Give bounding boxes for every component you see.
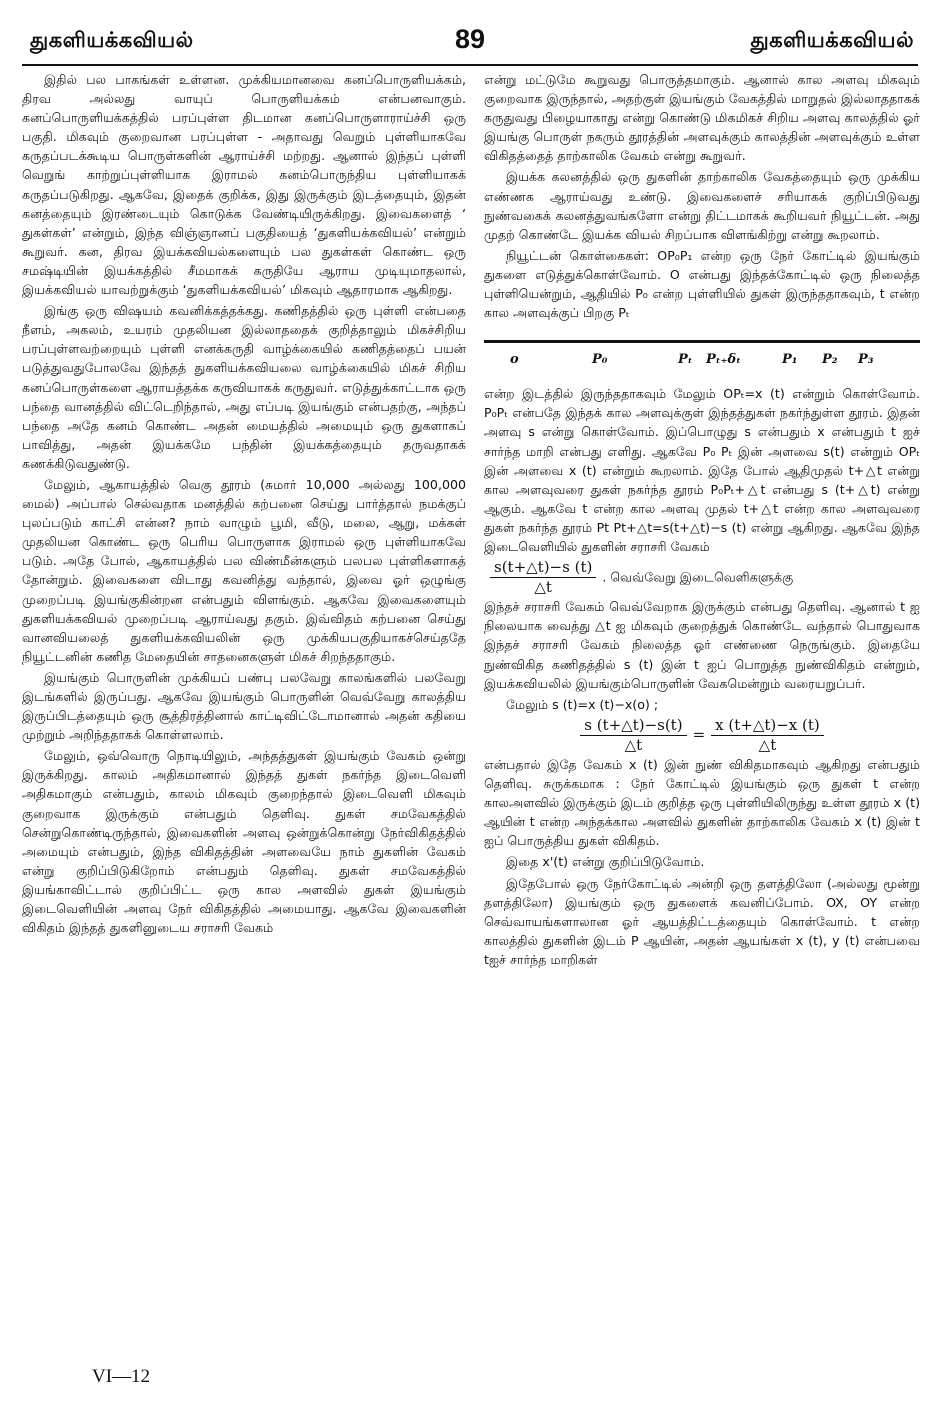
- equation-line: மேலும் s (t)=x (t)−x(o) ;: [506, 696, 659, 712]
- paragraph: இந்தச் சராசரி வேகம் வெவ்வேறாக இருக்கும் என்பது தெளிவு. ஆனால் t ஐ நிலையாக வைத்து △t ஐ மிகவும் குறைத்துக் கொண்டே வந்தால் பொதுவாக இந்தச் சராசரி வேகம் நிலைத்த ஓர் எண்ணை நெருங்கும். இதையே நுண்விகித கணிதத்தில் s (t) இன் t ஐப் பொறுத்த நுண்விகிதம் என்றும், இயக்கவியலில் இயங்கும்பொருளின் வேகமென்றும் வரையறுப்பர்.: [484, 599, 920, 691]
- average-velocity-formula: [484, 558, 920, 597]
- denominator: △t: [624, 735, 643, 754]
- fraction: [580, 716, 686, 755]
- paragraph: இயக்க கலனத்தில் ஒரு துகளின் தாற்காலிக வேகத்தையும் ஒரு முக்கிய எண்ணக ஆராய்வது உண்டு. இவைகளைச் சரியாகக் குறிப்பிடுவது நுண்வகைக் கலனத்துவங்களோ என்று திட்டமாகக் கூறியவர் நியூட்டன். அது முதற் கொண்டே இயக்க வியல் சிறப்பாக விளங்கிற்று என்று கூறலாம்.: [484, 169, 920, 242]
- point-label-p0: P₀: [592, 352, 608, 368]
- paragraph: என்று மட்டுமே கூறுவது பொருத்தமாகும். ஆனால் கால அளவு மிகவும் குறைவாக இருந்தால், அதற்குள் இயங்கும் வேகத்தில் மாறுதல் இல்லாததாகக் கருதுவது பிழையாகாது என்று கொண்டு மிகமிகச் சிறிய அளவு காலத்தில் ஓர் இயங்கு பொருள் நகரும் தூரத்தின் அளவுக்கும் காலத்தின் அளவுக்கும் உள்ள விகிதத்தைத் தாற்காலிக வேகம் என்று கூறுவர்.: [484, 72, 920, 164]
- point-label-p1: P₁: [782, 352, 798, 368]
- running-title-left: துகளியக்கவியல்: [30, 28, 194, 52]
- header-rule: [22, 64, 918, 66]
- page-number: 89: [454, 24, 486, 54]
- numerator: s(t+△t)−s (t): [490, 558, 596, 578]
- paragraph: இங்கு ஒரு விஷயம் கவனிக்கத்தக்கது. கணிதத்தில் ஒரு புள்ளி என்பதை நீளம், அகலம், உயரம் முதலியன இல்லாததைக் குறித்தாலும் மிகச்சிறிய பரப்புள்ளவற்றையும் புள்ளி எனக்கருதி வாழ்க்கையில் கணிதத்தைப் பயன் படுத்துவதுபோலவே இந்தத் துகளியக்கவியலை வாழ்க்கையில் மிகச் சிறிய கனப்பொருள்களை ஆராயத்தக்க கருவியாகக் கருதுவர். எடுத்துக்காட்டாக ஒரு பந்தை வானத்தில் விட்டெறிந்தால், அது எப்படி இயங்கும் என்பதற்கு, அந்தப் பந்தை அதே கனம் கொண்ட அதன் மையத்தில் அமையும் ஒரு துகளாகப் பாவித்து, அதன் இயக்கமே பந்தின் இயக்கத்தையும் தருவதாகக் கணக்கிடுவதுண்டு.: [22, 303, 466, 471]
- signature-mark: VI—12: [92, 1366, 151, 1387]
- right-column: [484, 70, 920, 971]
- fraction: [711, 716, 824, 755]
- paragraph: மேலும், ஆகாயத்தில் வெகு தூரம் (சுமார் 10,000 அல்லது 100,000 மைல்) அப்பால் செல்வதாக மனத்தில் கற்பனை செய்து பார்த்தால் நமக்குப் புலப்படும் காட்சி என்ன? நாம் வாழும் பூமி, வீடு, மலை, ஆறு, மக்கள் முதலியன கொண்ட ஒரு பெரிய பொருளாக இராமல் ஒரு புள்ளியாகவே படும். அதே போல், ஆகாயத்தில் பல விண்மீன்களும் பலபல புள்ளிகளாகத் தோன்றும். இவைகளை விடாது கவனித்து வந்தால், இவை ஓர் ஒழுங்கு முறைப்படி இயங்குகின்றன என்பதும் விளங்கும். ஆகவே இவைகளையும் துகளியக்கவியல் முறைப்படி ஆராய்வது தகும். இவ்விதம் கற்பனை செய்து வானவியலைத் துகளியக்கவியலின் ஒரு முக்கியபகுதியாகச்செய்ததே நியூட்டனின் கணித மேதையின் சாதனைகளுள் மிகச் சிறந்ததாகும்.: [22, 476, 466, 664]
- paragraph: என்பதால் இதே வேகம் x (t) இன் நுண் விகிதமாகவும் ஆகிறது என்பதும் தெளிவு. சுருக்கமாக : நேர் கோட்டில் இயங்கும் ஒரு துகள் t என்ற காலஅளவில் இருக்கும் இடம் குறித்த ஒரு புள்ளியிலிருந்து உள்ள தூரம் x (t) ஆயின் t என்ற அந்தக்கால அளவில் துகளின் தாற்காலிக வேகம் x (t) இன் t ஐப் பொருத்திய துகள் விகிதம்.: [484, 757, 920, 849]
- point-label-pt: Pₜ: [678, 352, 693, 368]
- point-label-p2: P₂: [822, 352, 838, 368]
- numerator: s (t+△t)−s(t): [580, 716, 686, 736]
- paragraph: இதில் பல பாகங்கள் உள்ளன. முக்கியமானவை கனப்பொருளியக்கம், திரவ அல்லது வாயுப் பொருளியக்கம் என்பனவாகும். கனப்பொருளியக்கத்தில் பரப்புள்ள திடமான கனப்பொருளாராய்ச்சி ஒரு பகுதி. மிகவும் குறைவான பரப்புள்ள - அதாவது வெறும் புள்ளியாகவே கருதப்படக்கூடிய பொருள்களின் ஆராய்ச்சி மற்றது. ஆனால் இந்தப் புள்ளி வெறுங் காற்றுப்புள்ளியாக இராமல் கனம்பொருந்திய புள்ளியாகக் கருதப்படுகிறது. ஆகவே, இதைக் குறிக்க, இது இருக்கும் இடத்தையும், இதன் கனத்தையும் இரண்டையும் கொடுக்க வேண்டியிருக்கிறது. இவைகளைத் ‘ துகள்கள்’ என்றும், இந்த விஞ்ஞானப் பகுதியைத் ‘துகளியக்கவியல்’ என்றும் கூறுவர். கன, திரவ இயக்கவியல்களையும் பல துகள்கள் கொண்ட ஒரு சமஷ்டியின் இயக்கத்தில் சீமமாகக் கருதியே ஆராய முடியுமாதலால், இயக்கவியல் யாவற்றுக்கும் ‘துகளியக்கவியல்’ மிகவும் ஆதாரமாக ஆகிறது.: [22, 72, 466, 298]
- denominator: △t: [758, 735, 777, 754]
- paragraph: இதேபோல் ஒரு நேர்கோட்டில் அன்றி ஒரு தளத்திலோ (அல்லது மூன்று தளத்திலோ) இயங்கும் ஒரு துகளைக் கவனிப்போம். OX, OY என்ற செவ்வாயங்களாலான ஓர் ஆயத்திட்டத்தையும் கொள்வோம். t என்ற காலத்தில் துகளின் இடம் P ஆயின், அதன் ஆயங்கள் x (t), y (t) என்பவை tஐச் சார்ந்த மாறிகள்: [484, 875, 920, 967]
- paragraph: என்ற இடத்தில் இருந்ததாகவும் மேலும் OPₜ=x (t) என்றும் கொள்வோம். P₀Pₜ என்பதே இந்தக் கால அளவுக்குள் இந்தத்துகள் நகர்ந்துள்ள தூரம். இதன் அளவு s என்று கொள்வோம். இப்பொழுது s என்பதும் x என்பதும் t ஐச் சார்ந்த மாறி என்பது எளிது. ஆகவே P₀ Pₜ இன் அளவை s(t) என்றும் OPₜ இன் அளவை x (t) என்றும் கூறலாம். இதே போல் ஆதிமுதல் t+△t என்று கால அளவுவரை துகள் நகர்ந்த தூரம் P₀Pₜ+△t என்பது s (t+△t) என்று ஆகும். ஆகவே t என்ற கால அளவு முதல் t+△t என்ற கால அளவுவரை துகள் நகர்ந்த தூரம் Pt Pt+△t=s(t+△t)−s (t) என்று ஆகிறது. ஆகவே இந்த இடைவெளியில் துகளின் சராசரி வேகம்: [484, 386, 920, 554]
- numerator: x (t+△t)−x (t): [711, 716, 824, 736]
- paragraph: இயங்கும் பொருளின் முக்கியப் பண்பு பலவேறு காலங்களில் பலவேறு இடங்களில் இருப்பது. ஆகவே இயங்கும் பொருளின் வெவ்வேறு காலத்திய இருப்பிடத்தையும் ஒரு சூத்திரத்தினால் காட்டிவிட்டோமானால் அதன் கதியை முற்றும் அறிந்ததாகக் கொள்ளலாம்.: [22, 669, 467, 743]
- point-label-o: o: [510, 352, 519, 368]
- diagram-line: [484, 340, 920, 343]
- denominator: △t: [534, 578, 552, 597]
- point-label-p3: P₃: [858, 352, 874, 368]
- point-label-pt-dt: Pₜ₊δₜ: [706, 352, 741, 368]
- paragraph: நியூட்டன் கொள்கைகள்: OP₀P₁ என்ற ஒரு நேர் கோட்டில் இயங்கும் துகளை எடுத்துக்கொள்வோம். O என்பது இந்தக்கோட்டில் ஒரு நிலைத்த புள்ளியென்றும், ஆதியில் P₀ என்ற புள்ளியில் துகள் இருந்ததாகவும், t என்ற கால அளவுக்குப் பிறகு Pₜ: [484, 247, 920, 321]
- fraction: [490, 558, 596, 597]
- line-diagram: [484, 332, 920, 378]
- paragraph: மேலும், ஒவ்வொரு நொடியிலும், அந்தத்துகள் இயங்கும் வேகம் ஒன்று இருக்கிறது. காலம் அதிகமானால் இந்தத் துகள் நகர்ந்த இடைவெளி அதிகமாகும் என்பதும், காலம் மிகவும் குறைந்தால் இடைவெளி மிகவும் குறைவாக இருக்கும் என்பதும் தெளிவு. துகள் சமவேகத்தில் சென்றுகொண்டிருந்தால், இவைகளின் அளவு ஒன்றுக்கொன்று நேர்விகிதத்தில் அமையும் என்பதும், இந்த விகிதத்தின் அளவையே நாம் துகளின் வேகம் என்று குறிப்பிடுகிறோம் என்பதும் தெளிவு. துகள் சமவேகத்தில் இயங்காவிட்டால் குறிப்பிட்ட ஒரு கால அளவில் துகள் இயங்கும் இடைவெளியின் அளவு நேர் விகிதத்தில் அமையாது. ஆகவே இவைகளின் விகிதம் இந்தத் துகளினுடைய சராசரி வேகம்: [22, 748, 466, 936]
- paragraph: இதை x'(t) என்று குறிப்பிடுவோம்.: [506, 854, 705, 870]
- running-title-right: துகளியக்கவியல்: [750, 28, 914, 52]
- formula-tail: . வெவ்வேறு இடைவெளிகளுக்கு: [602, 569, 794, 585]
- equals-sign: =: [692, 725, 706, 744]
- velocity-equation: [484, 716, 920, 755]
- left-column: [22, 70, 466, 939]
- page-header: [22, 24, 918, 64]
